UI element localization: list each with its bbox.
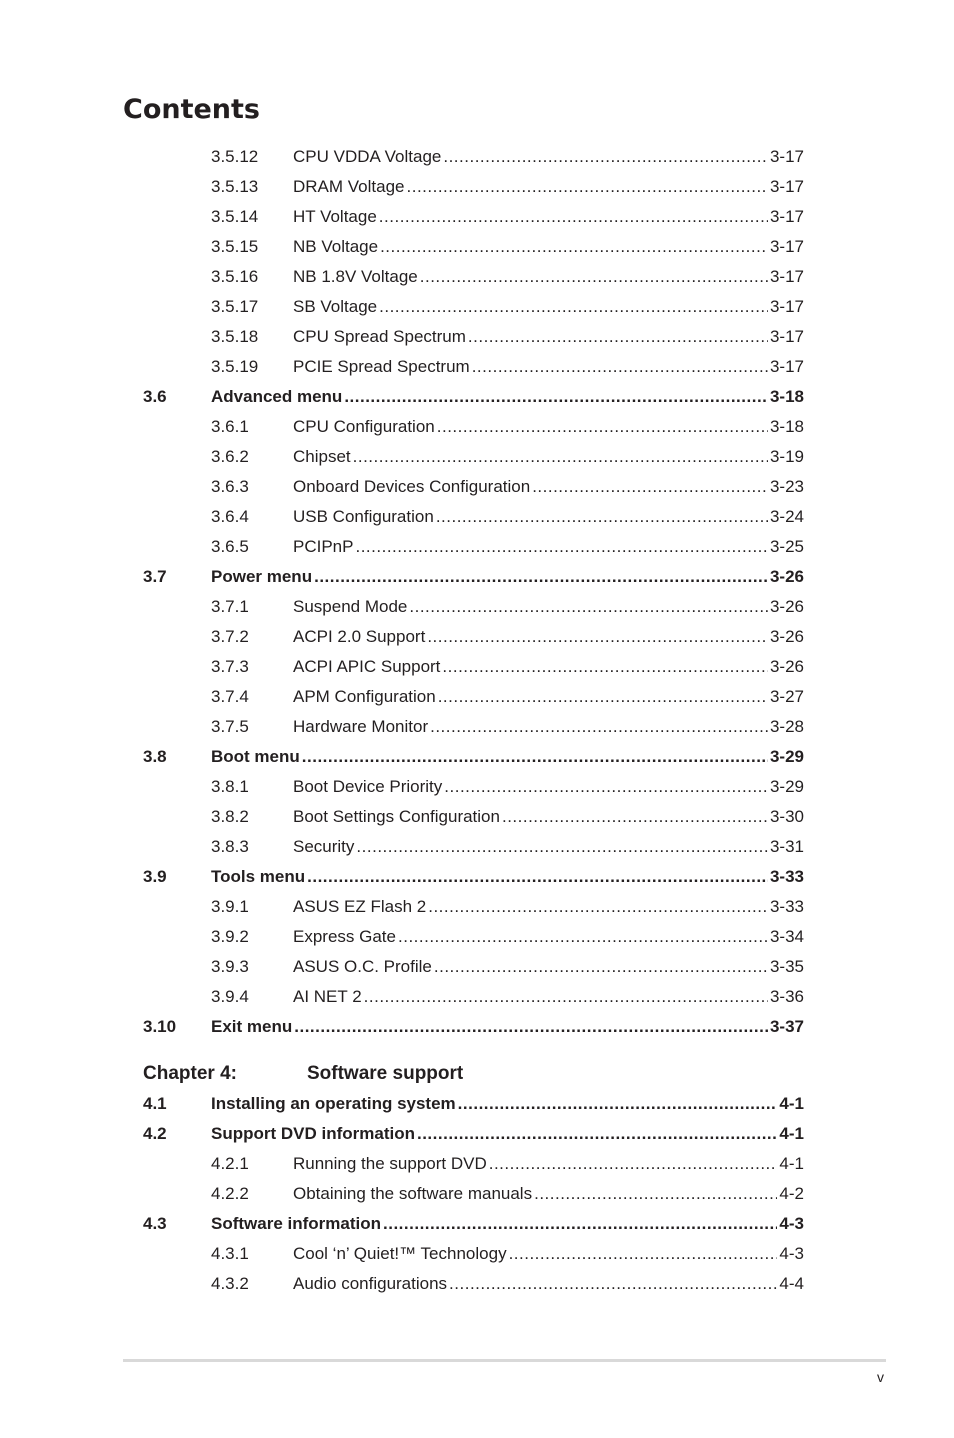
entry-title: Advanced menu (211, 387, 343, 406)
entry-line (293, 1269, 804, 1299)
entry-number: 3.8 (143, 747, 167, 766)
entry-number: 3.9.2 (211, 927, 249, 946)
entry-page: 3-33 (769, 867, 804, 886)
entry-line (293, 772, 804, 802)
toc-subsection-entry[interactable] (143, 412, 804, 442)
entry-number: 3.6 (143, 387, 167, 406)
entry-page: 3-19 (769, 447, 804, 466)
entry-title: AI NET 2 (293, 987, 362, 1006)
entry-number: 4.3.1 (211, 1244, 249, 1263)
dot-leader (302, 742, 768, 772)
entry-title: SB Voltage (293, 297, 378, 316)
dot-leader (534, 1179, 777, 1209)
dot-leader (458, 1089, 778, 1119)
entry-number: 3.6.2 (211, 447, 249, 466)
dot-leader (532, 472, 768, 502)
entry-number: 4.3.2 (211, 1274, 249, 1293)
entry-title: Installing an operating system (211, 1094, 456, 1113)
entry-title: Support DVD information (211, 1124, 415, 1143)
dot-leader (444, 772, 768, 802)
toc-subsection-entry[interactable] (143, 802, 804, 832)
dot-leader (356, 832, 768, 862)
entry-number: 3.7.4 (211, 687, 249, 706)
chapter-heading (143, 1059, 804, 1089)
entry-line (211, 382, 804, 412)
entry-page: 3-17 (769, 147, 804, 166)
entry-number: 3.5.19 (211, 357, 259, 376)
entry-page: 3-37 (769, 1017, 804, 1036)
entry-number: 3.5.14 (211, 207, 259, 226)
entry-page: 3-17 (769, 267, 804, 286)
dot-leader (434, 952, 768, 982)
toc-subsection-entry[interactable] (143, 892, 804, 922)
entry-title: Boot menu (211, 747, 300, 766)
dot-leader (489, 1149, 778, 1179)
entry-line (293, 502, 804, 532)
dot-leader (438, 682, 768, 712)
entry-line (293, 952, 804, 982)
entry-line (293, 622, 804, 652)
toc-section-entry[interactable] (143, 742, 804, 772)
dot-leader (383, 1209, 777, 1239)
toc-subsection-entry[interactable] (143, 952, 804, 982)
entry-line (293, 652, 804, 682)
entry-number: 3.6.3 (211, 477, 249, 496)
entry-number: 3.5.13 (211, 177, 259, 196)
entry-line (293, 592, 804, 622)
toc-subsection-entry[interactable] (143, 1149, 804, 1179)
entry-page: 3-24 (769, 507, 804, 526)
entry-number: 3.5.15 (211, 237, 259, 256)
entry-title: Security (293, 837, 355, 856)
toc-section-entry[interactable] (143, 1012, 804, 1042)
dot-leader (502, 802, 768, 832)
entry-page: 3-25 (769, 537, 804, 556)
toc-subsection-entry[interactable] (143, 682, 804, 712)
entry-page: 4-2 (779, 1184, 804, 1203)
entry-title: Onboard Devices Configuration (293, 477, 531, 496)
entry-line (293, 532, 804, 562)
entry-title: Suspend Mode (293, 597, 408, 616)
chapter-3-entries (143, 142, 804, 1042)
entry-line (211, 742, 804, 772)
dot-leader (449, 1269, 777, 1299)
toc-subsection-entry[interactable] (143, 1239, 804, 1269)
entry-number: 3.6.1 (211, 417, 249, 436)
entry-number: 3.6.4 (211, 507, 249, 526)
entry-page: 4-3 (779, 1214, 804, 1233)
entry-line (293, 982, 804, 1012)
entry-title: PCIE Spread Spectrum (293, 357, 470, 376)
toc-section-entry[interactable] (143, 382, 804, 412)
entry-line (293, 262, 804, 292)
dot-leader (443, 142, 768, 172)
dot-leader (407, 172, 768, 202)
entry-line (293, 802, 804, 832)
entry-page: 3-17 (769, 237, 804, 256)
entry-page: 3-35 (769, 957, 804, 976)
entry-title: Chipset (293, 447, 351, 466)
entry-line (293, 1149, 804, 1179)
dot-leader (379, 292, 768, 322)
entry-line (293, 832, 804, 862)
toc-subsection-entry[interactable] (143, 442, 804, 472)
entry-title: CPU Configuration (293, 417, 435, 436)
entry-line (293, 142, 804, 172)
page-title: Contents (123, 94, 261, 125)
entry-number: 3.7.5 (211, 717, 249, 736)
entry-number: 3.7.3 (211, 657, 249, 676)
entry-page: 3-26 (769, 567, 804, 586)
dot-leader (436, 502, 768, 532)
entry-page: 3-28 (769, 717, 804, 736)
chapter-4-entries (143, 1089, 804, 1299)
entry-number: 4.2.2 (211, 1184, 249, 1203)
entry-page: 4-4 (779, 1274, 804, 1293)
dot-leader (420, 262, 768, 292)
dot-leader (468, 322, 768, 352)
dot-leader (437, 412, 768, 442)
entry-number: 3.7.1 (211, 597, 249, 616)
entry-page: 3-29 (769, 777, 804, 796)
toc-subsection-entry[interactable] (143, 532, 804, 562)
entry-title: Hardware Monitor (293, 717, 429, 736)
entry-number: 3.7 (143, 567, 167, 586)
entry-title: PCIPnP (293, 537, 354, 556)
entry-page: 3-30 (769, 807, 804, 826)
entry-title: ACPI 2.0 Support (293, 627, 426, 646)
dot-leader (472, 352, 768, 382)
entry-title: Audio configurations (293, 1274, 448, 1293)
toc-subsection-entry[interactable] (143, 172, 804, 202)
entry-page: 3-26 (769, 597, 804, 616)
entry-page: 3-33 (769, 897, 804, 916)
entry-line (293, 472, 804, 502)
dot-leader (355, 532, 767, 562)
entry-title: Express Gate (293, 927, 396, 946)
toc-section-entry[interactable] (143, 862, 804, 892)
chapter-title: Software support (307, 1063, 464, 1084)
entry-line (293, 892, 804, 922)
toc-subsection-entry[interactable] (143, 142, 804, 172)
toc-section-entry[interactable] (143, 1209, 804, 1239)
page-number: v (877, 1369, 884, 1385)
entry-line (293, 232, 804, 262)
entry-title: Exit menu (211, 1017, 293, 1036)
entry-number: 3.5.17 (211, 297, 259, 316)
entry-page: 4-3 (779, 1244, 804, 1263)
entry-page: 3-26 (769, 627, 804, 646)
entry-number: 3.8.1 (211, 777, 249, 796)
chapter-label: Chapter 4: (143, 1063, 237, 1084)
entry-page: 3-18 (769, 417, 804, 436)
entry-page: 3-18 (769, 387, 804, 406)
dot-leader (380, 232, 768, 262)
entry-title: Tools menu (211, 867, 306, 886)
dot-leader (353, 442, 768, 472)
entry-page: 3-17 (769, 177, 804, 196)
entry-line (211, 562, 804, 592)
entry-line (293, 172, 804, 202)
entry-number: 4.2.1 (211, 1154, 249, 1173)
toc-subsection-entry[interactable] (143, 1269, 804, 1299)
toc-subsection-entry[interactable] (143, 202, 804, 232)
entry-line (293, 712, 804, 742)
toc-section-entry[interactable] (143, 1119, 804, 1149)
toc-subsection-entry[interactable] (143, 982, 804, 1012)
entry-page: 3-17 (769, 207, 804, 226)
dot-leader (427, 622, 768, 652)
entry-page: 3-31 (769, 837, 804, 856)
table-of-contents (143, 142, 804, 1299)
dot-leader (294, 1012, 768, 1042)
toc-subsection-entry[interactable] (143, 232, 804, 262)
entry-page: 4-1 (779, 1094, 804, 1113)
entry-title: Boot Settings Configuration (293, 807, 500, 826)
entry-title: ASUS EZ Flash 2 (293, 897, 427, 916)
dot-leader (307, 862, 768, 892)
entry-line (293, 922, 804, 952)
entry-page: 3-17 (769, 327, 804, 346)
entry-number: 3.5.16 (211, 267, 259, 286)
entry-line (211, 1209, 804, 1239)
entry-page: 4-1 (779, 1124, 804, 1143)
entry-title: Boot Device Priority (293, 777, 443, 796)
entry-title: USB Configuration (293, 507, 434, 526)
entry-number: 3.8.3 (211, 837, 249, 856)
dot-leader (379, 202, 768, 232)
entry-page: 3-27 (769, 687, 804, 706)
entry-page: 3-17 (769, 297, 804, 316)
entry-number: 4.1 (143, 1094, 167, 1113)
dot-leader (314, 562, 768, 592)
entry-line (293, 202, 804, 232)
dot-leader (430, 712, 768, 742)
dot-leader (398, 922, 768, 952)
entry-title: NB Voltage (293, 237, 379, 256)
toc-subsection-entry[interactable] (143, 652, 804, 682)
toc-subsection-entry[interactable] (143, 922, 804, 952)
entry-page: 3-34 (769, 927, 804, 946)
entry-title: Obtaining the software manuals (293, 1184, 533, 1203)
entry-line (293, 292, 804, 322)
entry-line (293, 352, 804, 382)
dot-leader (428, 892, 768, 922)
dot-leader (409, 592, 768, 622)
entry-title: HT Voltage (293, 207, 377, 226)
dot-leader (344, 382, 768, 412)
toc-subsection-entry[interactable] (143, 472, 804, 502)
entry-number: 3.9.1 (211, 897, 249, 916)
toc-subsection-entry[interactable] (143, 322, 804, 352)
entry-line (293, 412, 804, 442)
entry-number: 3.6.5 (211, 537, 249, 556)
toc-subsection-entry[interactable] (143, 712, 804, 742)
toc-subsection-entry[interactable] (143, 592, 804, 622)
entry-title: Software information (211, 1214, 382, 1233)
toc-section-entry[interactable] (143, 1089, 804, 1119)
entry-title: Cool ‘n’ Quiet!™ Technology (293, 1244, 507, 1263)
entry-line (211, 862, 804, 892)
entry-page: 4-1 (779, 1154, 804, 1173)
entry-number: 3.10 (143, 1017, 177, 1036)
toc-subsection-entry[interactable] (143, 352, 804, 382)
entry-line (293, 1179, 804, 1209)
entry-title: CPU Spread Spectrum (293, 327, 466, 346)
toc-subsection-entry[interactable] (143, 502, 804, 532)
entry-number: 3.9.4 (211, 987, 249, 1006)
footer-divider (123, 1359, 886, 1362)
entry-title: NB 1.8V Voltage (293, 267, 418, 286)
dot-leader (364, 982, 768, 1012)
entry-number: 3.7.2 (211, 627, 249, 646)
entry-line (293, 682, 804, 712)
entry-page: 3-36 (769, 987, 804, 1006)
entry-number: 3.5.12 (211, 147, 259, 166)
entry-title: DRAM Voltage (293, 177, 405, 196)
entry-page: 3-26 (769, 657, 804, 676)
toc-subsection-entry[interactable] (143, 832, 804, 862)
entry-title: APM Configuration (293, 687, 436, 706)
entry-title: ACPI APIC Support (293, 657, 441, 676)
dot-leader (417, 1119, 777, 1149)
toc-subsection-entry[interactable] (143, 622, 804, 652)
entry-line (211, 1012, 804, 1042)
entry-number: 3.5.18 (211, 327, 259, 346)
entry-line (293, 322, 804, 352)
toc-subsection-entry[interactable] (143, 772, 804, 802)
entry-page: 3-17 (769, 357, 804, 376)
entry-line (293, 442, 804, 472)
entry-number: 3.9 (143, 867, 167, 886)
entry-number: 3.8.2 (211, 807, 249, 826)
entry-page: 3-29 (769, 747, 804, 766)
toc-subsection-entry[interactable] (143, 262, 804, 292)
toc-subsection-entry[interactable] (143, 1179, 804, 1209)
toc-subsection-entry[interactable] (143, 292, 804, 322)
entry-line (211, 1119, 804, 1149)
entry-title: ASUS O.C. Profile (293, 957, 432, 976)
entry-page: 3-23 (769, 477, 804, 496)
entry-line (293, 1239, 804, 1269)
entry-title: Power menu (211, 567, 313, 586)
entry-title: Running the support DVD (293, 1154, 487, 1173)
entry-number: 4.3 (143, 1214, 167, 1233)
entry-line (211, 1089, 804, 1119)
entry-number: 4.2 (143, 1124, 167, 1143)
entry-title: CPU VDDA Voltage (293, 147, 442, 166)
toc-section-entry[interactable] (143, 562, 804, 592)
dot-leader (509, 1239, 778, 1269)
entry-number: 3.9.3 (211, 957, 249, 976)
dot-leader (442, 652, 768, 682)
